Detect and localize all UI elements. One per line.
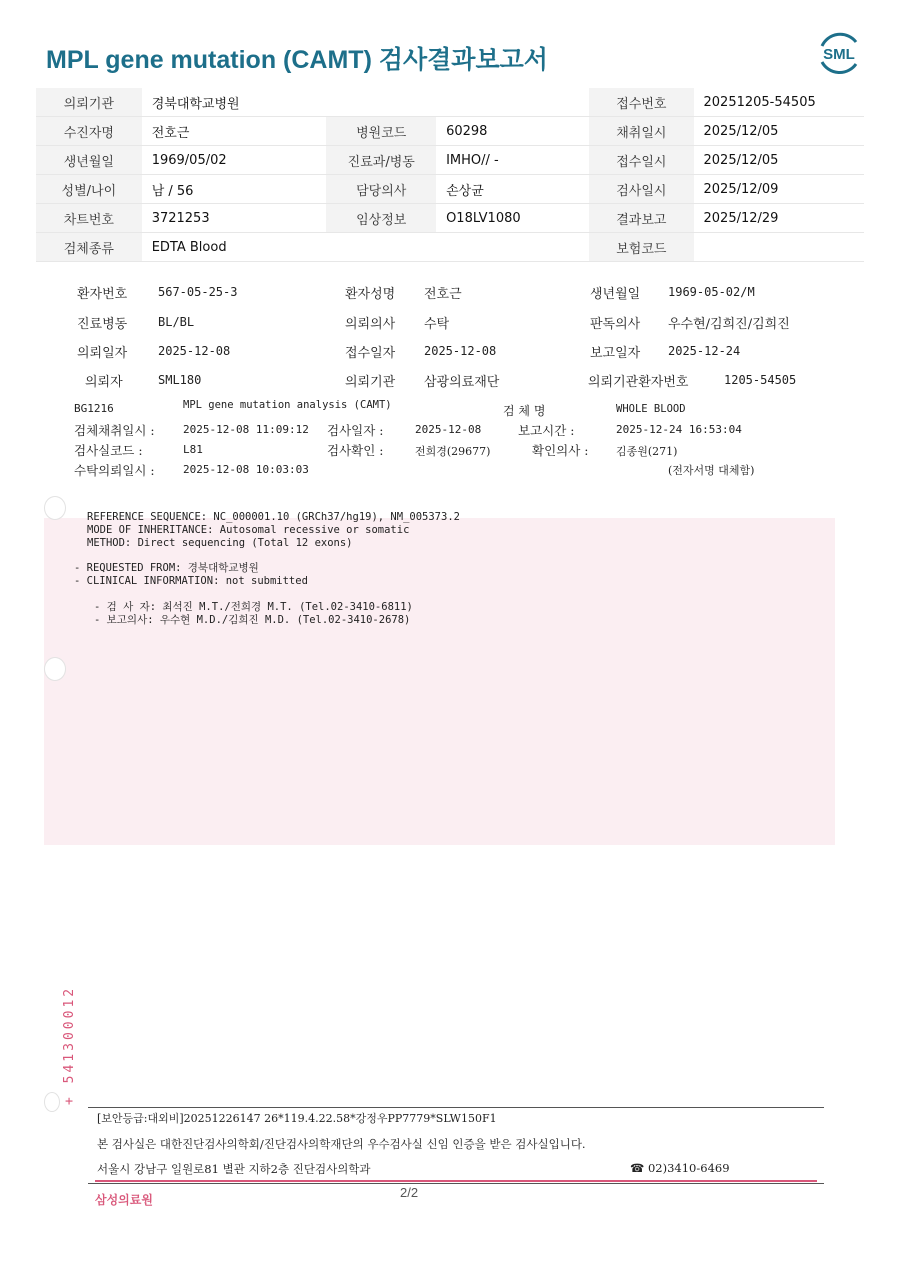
header-label: 접수일시 [589,146,693,175]
header-row [36,175,864,204]
header-value: EDTA Blood [142,233,327,262]
req-org-pid: 1205-54505 [724,373,797,387]
req-date: 2025-12-08 [158,344,231,358]
header-label: 채취일시 [589,117,693,146]
report-time-label: 보고시간 : [518,423,575,438]
punch-hole [44,496,66,520]
header-row [36,88,864,117]
side-serial-number: + 541300012 [62,985,77,1105]
req-doctor-label: 의뢰의사 [345,317,396,332]
header-value: 손상균 [436,175,589,204]
confirm-doc-label: 확인의사 : [532,443,589,458]
test-date-label: 검사일자 : [327,423,384,438]
collect-label: 검체채취일시 : [74,423,155,438]
header-row [36,204,864,233]
punch-hole [44,1092,60,1112]
header-label: 병원코드 [326,117,436,146]
test-code: BG1216 [74,402,114,415]
address: 서울시 강남구 일원로81 별관 지하2층 진단검사의학과 [97,1162,371,1176]
header-value: 20251205-54505 [694,88,864,117]
divider [88,1107,824,1108]
header-value [436,233,589,262]
dob: 1969-05-02/M [668,285,755,299]
room-code: L81 [183,443,203,456]
header-label: 성별/나이 [36,175,142,204]
header-value [436,88,589,117]
report-line: - CLINICAL INFORMATION: not submitted [74,575,308,587]
report-date: 2025-12-24 [668,344,741,358]
security-line: [보안등급:대외비]20251226147 26*119.4.22.58*강정우PP7779*SLW150F1 [97,1112,497,1125]
header-value: 경북대학교병원 [142,88,327,117]
report-time: 2025-12-24 16:53:04 [616,423,742,436]
header-label [326,88,436,117]
punch-hole [44,657,66,681]
header-value: 남 / 56 [142,175,327,204]
header-value: 2025/12/05 [694,146,864,175]
header-row [36,146,864,175]
divider [88,1183,824,1184]
patient-name-label: 환자성명 [345,287,396,302]
report-date-label: 보고일자 [590,346,641,361]
header-label: 담당의사 [326,175,436,204]
req-org: 삼광의료재단 [424,375,500,390]
header-value: 2025/12/29 [694,204,864,233]
ward-label: 진료병동 [77,317,128,332]
confirm-doc: 김종원(271) [616,445,678,458]
header-value: O18LV1080 [436,204,589,233]
req-doctor: 수탁 [424,317,450,332]
phone: ☎ 02)3410-6469 [630,1161,730,1175]
page-number: 2/2 [400,1185,419,1200]
header-row [36,117,864,146]
test-confirm: 전희경(29677) [415,445,491,458]
header-value: 2025/12/09 [694,175,864,204]
recv-date: 2025-12-08 [424,344,497,358]
logo-text: SML [823,46,855,63]
header-row [36,233,864,262]
collect: 2025-12-08 11:09:12 [183,423,309,436]
req-org-pid-label: 의뢰기관환자번호 [588,375,689,390]
divider-red [95,1180,817,1182]
header-value [694,233,864,262]
header-value: 전호근 [142,117,327,146]
brand-mark: 삼성의료원 [95,1193,153,1207]
esign-note: (전자서명 대체함) [668,464,755,477]
req-org-label: 의뢰기관 [345,375,396,390]
req-date-label: 의뢰일자 [77,346,128,361]
header-label: 차트번호 [36,204,142,233]
header-label: 수진자명 [36,117,142,146]
header-value: 1969/05/02 [142,146,327,175]
header-value: 60298 [436,117,589,146]
sml-logo [814,28,864,76]
room-code-label: 검사실코드 : [74,443,143,458]
header-label: 접수번호 [589,88,693,117]
consign-label: 수탁의뢰일시 : [74,463,155,478]
header-label: 검체종류 [36,233,142,262]
header-label: 생년월일 [36,146,142,175]
consign: 2025-12-08 10:03:03 [183,463,309,476]
report-line: REFERENCE SEQUENCE: NC_000001.10 (GRCh37/hg19), NM_005373.2 [87,511,460,523]
header-label: 검사일시 [589,175,693,204]
requester: SML180 [158,373,202,387]
header-label: 임상정보 [326,204,436,233]
header-table [36,88,864,262]
dob-label: 생년월일 [590,287,641,302]
patient-no-label: 환자번호 [77,287,128,302]
header-label: 보험코드 [589,233,693,262]
report-line: METHOD: Direct sequencing (Total 12 exons) [87,537,353,549]
test-confirm-label: 검사확인 : [327,443,384,458]
specimen-label: 검 체 명 [503,404,546,418]
reader-label: 판독의사 [590,317,641,332]
recv-date-label: 접수일자 [345,346,396,361]
report-line: - REQUESTED FROM: 경북대학교병원 [74,562,259,574]
specimen: WHOLE BLOOD [616,403,686,415]
test-name: MPL gene mutation analysis (CAMT) [183,399,392,411]
requester-label: 의뢰자 [85,375,123,390]
header-label [326,233,436,262]
patient-no: 567-05-25-3 [158,285,238,299]
report-line: - 보고의사: 우수현 M.D./김희진 M.D. (Tel.02-3410-2678) [94,614,411,626]
header-label: 결과보고 [589,204,693,233]
header-value: 2025/12/05 [694,117,864,146]
header-value: IMHO// - [436,146,589,175]
reader: 우수현/김희진/김희진 [668,317,790,332]
report-line: - 검 사 자: 최석진 M.T./전희경 M.T. (Tel.02-3410-6811) [94,601,413,613]
report-line: MODE OF INHERITANCE: Autosomal recessive or somatic [87,524,410,536]
page-title: MPL gene mutation (CAMT) 검사결과보고서 [46,46,548,74]
test-date: 2025-12-08 [415,423,482,436]
header-label: 진료과/병동 [326,146,436,175]
header-label: 의뢰기관 [36,88,142,117]
patient-name: 전호근 [424,287,462,302]
cert-line: 본 검사실은 대한진단검사의학회/진단검사의학재단의 우수검사실 신임 인증을 받은 검사실입니다. [97,1137,586,1151]
header-value: 3721253 [142,204,327,233]
ward: BL/BL [158,315,195,329]
